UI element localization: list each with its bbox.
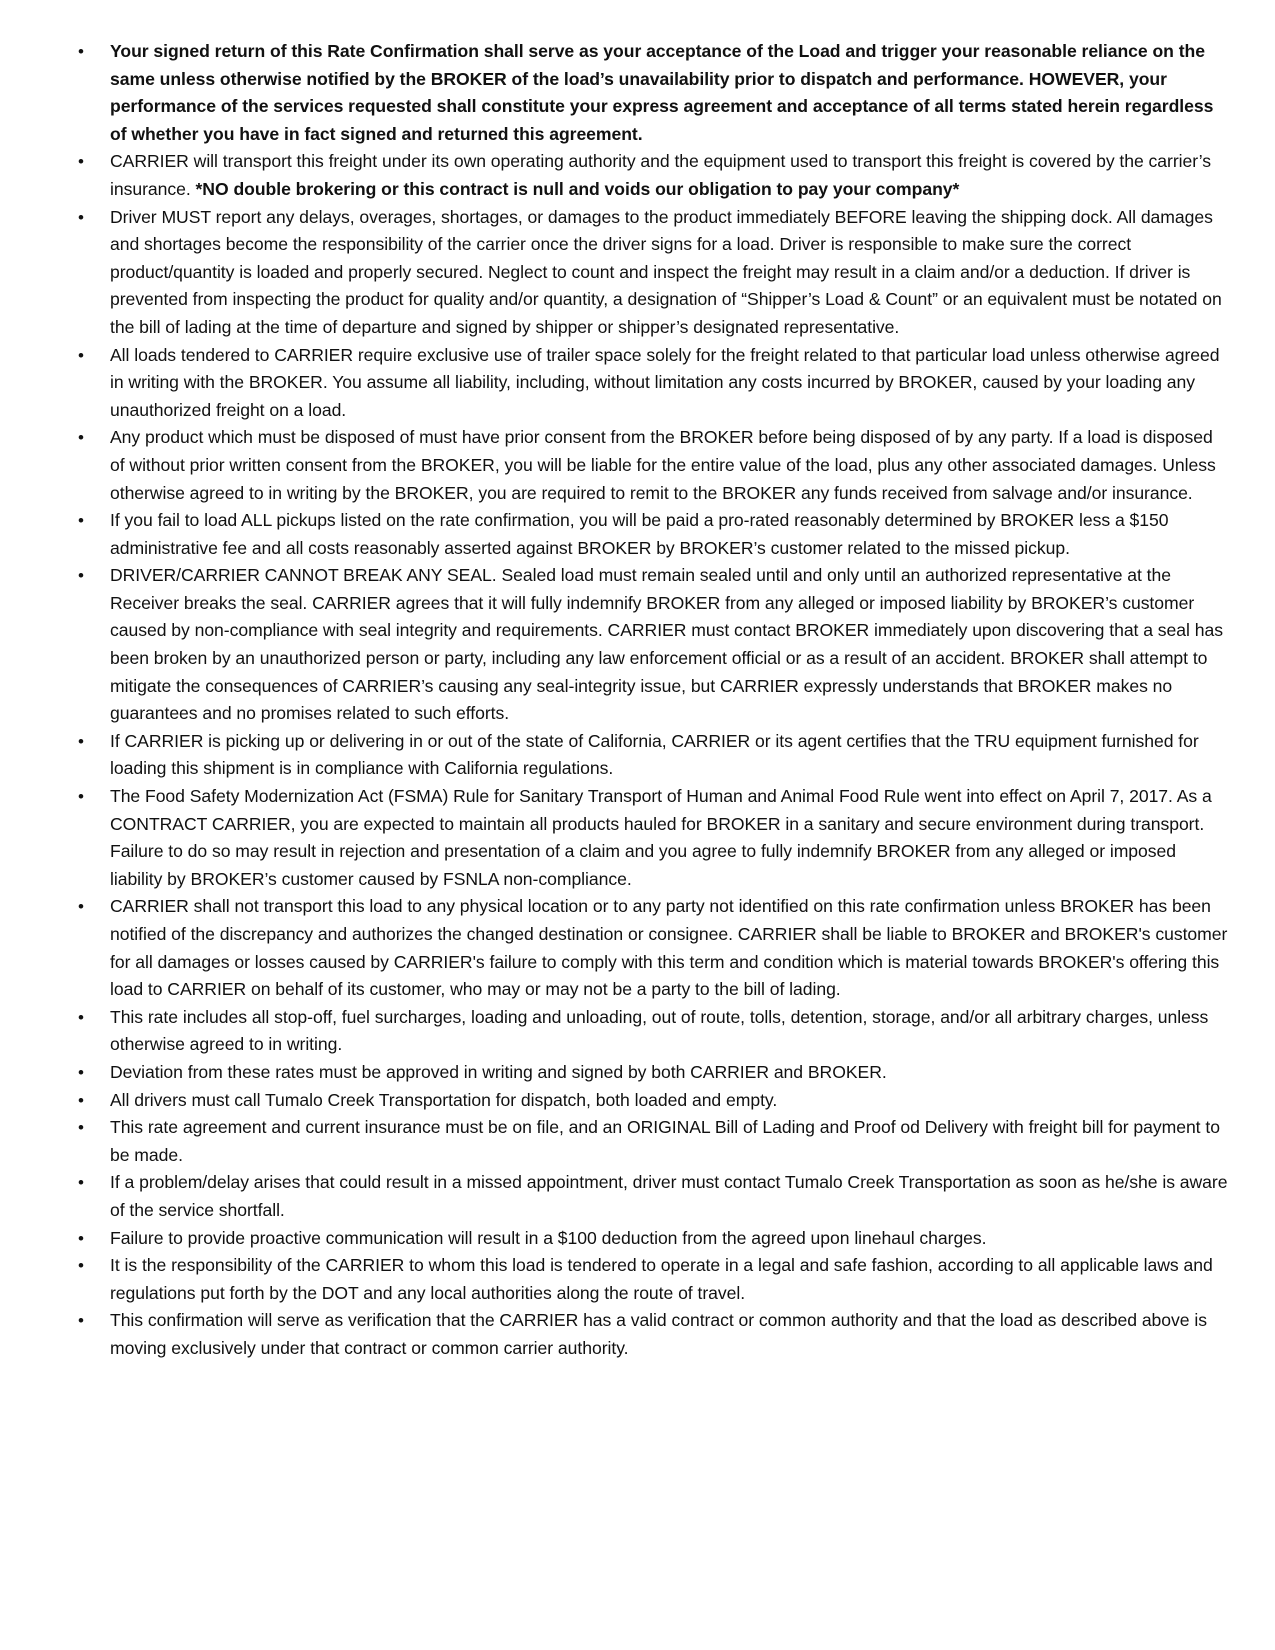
term-text: Any product which must be disposed of must have prior consent from the BROKER before being disposed of by any party. If a load is disposed of without prior written consent from the BROKER, you will be liable for the entire value of the load, plus any other associated damages. Unless otherwise agreed to in writing by the BROKER, you are required to remit to the BROKER any funds received from salvage and/or insurance. bbox=[110, 427, 1216, 503]
term-text: All loads tendered to CARRIER require exclusive use of trailer space solely for the freight related to that particular load unless otherwise agreed in writing with the BROKER. You assume all liability, including, without limitation any costs incurred by BROKER, caused by your loading any unauthorized freight on a load. bbox=[110, 344, 1220, 420]
term-text: If CARRIER is picking up or delivering in or out of the state of California, CARRIER or its agent certifies that the TRU equipment furnished for loading this shipment is in compliance with California regulations. bbox=[110, 730, 1199, 779]
term-item bbox=[70, 1059, 1230, 1087]
bullet-icon: • bbox=[78, 1118, 84, 1138]
bullet-icon: • bbox=[78, 566, 84, 586]
bullet-icon: • bbox=[78, 787, 84, 807]
term-item bbox=[70, 1114, 1230, 1169]
term-text: All drivers must call Tumalo Creek Transportation for dispatch, both loaded and empty. bbox=[110, 1089, 778, 1110]
bullet-icon: • bbox=[78, 1007, 84, 1027]
term-text: CARRIER will transport this freight under its own operating authority and the equipment used to transport this freight is covered by the carrier’s insurance. bbox=[110, 151, 1212, 199]
bullet-icon: • bbox=[78, 1256, 84, 1276]
term-item bbox=[70, 893, 1230, 1003]
term-text: If you fail to load ALL pickups listed on the rate confirmation, you will be paid a pro-rated reasonably determined by BROKER less a $150 administrative fee and all costs reasonably asserted against BROKER by BROKER’s customer related to the missed pickup. bbox=[110, 510, 1169, 558]
bullet-icon: • bbox=[78, 1062, 84, 1082]
term-text: Failure to provide proactive communication will result in a $100 deduction from the agreed upon linehaul charges. bbox=[110, 1227, 987, 1248]
term-bold-text: *NO double brokering or this contract is null and voids our obligation to pay your company* bbox=[195, 178, 960, 199]
term-item bbox=[70, 507, 1230, 562]
term-item bbox=[70, 38, 1230, 148]
bullet-icon: • bbox=[78, 345, 84, 365]
term-item bbox=[70, 148, 1230, 203]
term-text: This rate agreement and current insurance must be on file, and an ORIGINAL Bill of Lading and Proof od Delivery with freight bill for payment to be made. bbox=[110, 1117, 1220, 1165]
bullet-icon: • bbox=[78, 1090, 84, 1110]
bullet-icon: • bbox=[78, 511, 84, 531]
bullet-icon: • bbox=[78, 152, 84, 172]
term-item bbox=[70, 1252, 1230, 1307]
bullet-icon: • bbox=[78, 42, 84, 61]
bullet-icon: • bbox=[78, 207, 84, 227]
term-bold-text: Your signed return of this Rate Confirmation shall serve as your acceptance of the Load and trigger your reasonable reliance on the same unless otherwise notified by the BROKER of the load’s unavailability prior to dispatch and performance. HOWEVER, your performance of the services requested shall constitute your express agreement and acceptance of all terms stated herein regardless of whether you have in fact signed and returned this agreement. bbox=[110, 41, 1214, 144]
term-text: DRIVER/CARRIER CANNOT BREAK ANY SEAL. Sealed load must remain sealed until and only until an authorized representative at the Receiver breaks the seal. CARRIER agrees that it will fully indemnify BROKER from any alleged or imposed liability by BROKER’s customer caused by non-compliance with seal integrity and requirements. CARRIER must contact BROKER immediately upon discovering that a seal has been broken by an unauthorized person or party, including any law enforcement official or as a result of an accident. BROKER shall attempt to mitigate the consequences of CARRIER’s causing any seal-integrity issue, but CARRIER expressly understands that BROKER makes no guarantees and no promises related to such efforts. bbox=[110, 565, 1223, 724]
term-item bbox=[70, 562, 1230, 728]
term-item bbox=[70, 1087, 1230, 1115]
term-text: This rate includes all stop-off, fuel surcharges, loading and unloading, out of route, tolls, detention, storage, and/or all arbitrary charges, unless otherwise agreed to in writing. bbox=[110, 1006, 1209, 1055]
term-item bbox=[70, 1307, 1230, 1362]
bullet-icon: • bbox=[78, 428, 84, 448]
term-item bbox=[70, 1225, 1230, 1253]
term-item bbox=[70, 728, 1230, 783]
term-text: If a problem/delay arises that could result in a missed appointment, driver must contact Tumalo Creek Transportation as soon as he/she is aware of the service shortfall. bbox=[110, 1172, 1228, 1220]
term-item bbox=[70, 1169, 1230, 1224]
term-item bbox=[70, 424, 1230, 507]
term-item bbox=[70, 1004, 1230, 1059]
terms-list bbox=[70, 38, 1230, 1363]
term-item bbox=[70, 783, 1230, 893]
term-item bbox=[70, 204, 1230, 342]
bullet-icon: • bbox=[78, 731, 84, 751]
term-text: The Food Safety Modernization Act (FSMA) Rule for Sanitary Transport of Human and Animal Food Rule went into effect on April 7, 2017. As a CONTRACT CARRIER, you are expected to maintain all products hauled for BROKER in a sanitary and secure environment during transport. Failure to do so may result in rejection and presentation of a claim and you agree to fully indemnify BROKER from any alleged or imposed liability by BROKER’s customer caused by FSNLA non-compliance. bbox=[110, 786, 1212, 889]
term-text: It is the responsibility of the CARRIER to whom this load is tendered to operate in a legal and safe fashion, according to all applicable laws and regulations put forth by the DOT and any local authorities along the route of travel. bbox=[110, 1255, 1213, 1303]
bullet-icon: • bbox=[78, 1228, 84, 1248]
term-text: Driver MUST report any delays, overages, shortages, or damages to the product immediately BEFORE leaving the shipping dock. All damages and shortages become the responsibility of the carrier once the driver signs for a load. Driver is responsible to make sure the correct product/quantity is loaded and properly secured. Neglect to count and inspect the freight may result in a claim and/or a deduction. If driver is prevented from inspecting the product for quality and/or quantity, a designation of “Shipper’s Load & Count” or an equivalent must be notated on the bill of lading at the time of departure and signed by shipper or shipper’s designated representative. bbox=[110, 206, 1222, 337]
bullet-icon: • bbox=[78, 1173, 84, 1193]
term-text: CARRIER shall not transport this load to any physical location or to any party not identified on this rate confirmation unless BROKER has been notified of the discrepancy and authorizes the changed destination or consignee. CARRIER shall be liable to BROKER and BROKER's customer for all damages or losses caused by CARRIER's failure to comply with this term and condition which is material towards BROKER's offering this load to CARRIER on behalf of its customer, who may or may not be a party to the bill of lading. bbox=[110, 896, 1228, 1000]
term-item bbox=[70, 342, 1230, 425]
term-text: Deviation from these rates must be approved in writing and signed by both CARRIER and BROKER. bbox=[110, 1061, 887, 1082]
bullet-icon: • bbox=[78, 1311, 84, 1331]
term-text: This confirmation will serve as verification that the CARRIER has a valid contract or common authority and that the load as described above is moving exclusively under that contract or common carrier authority. bbox=[110, 1310, 1207, 1358]
bullet-icon: • bbox=[78, 897, 84, 917]
